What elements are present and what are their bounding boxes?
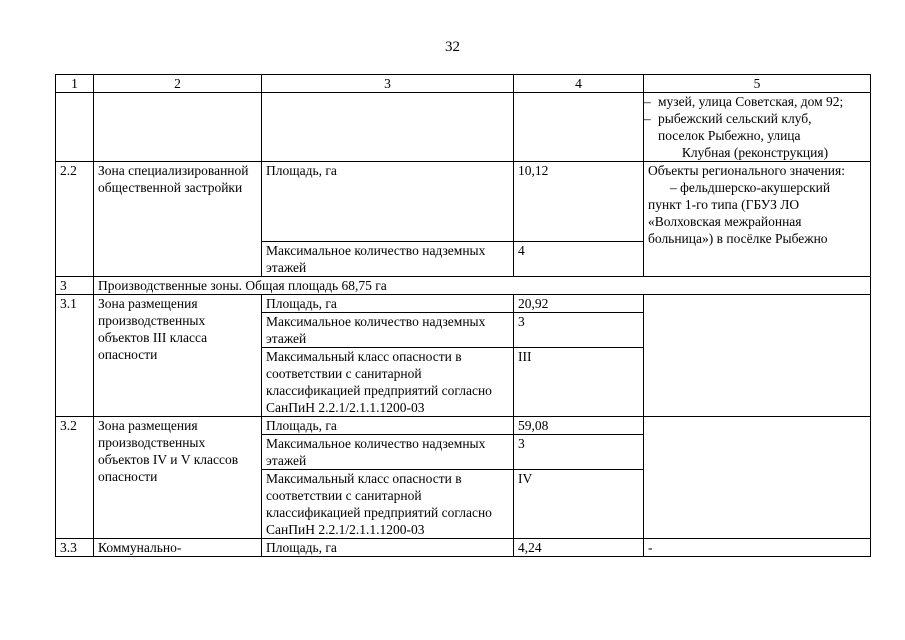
param-name: Площадь, га xyxy=(262,162,514,242)
objects-cell xyxy=(644,93,871,162)
list-item-text: музей, улица Советская, дом 92; xyxy=(658,94,844,109)
table-header-row xyxy=(56,75,871,93)
row-number: 3.1 xyxy=(56,295,94,417)
zone-name: Зона специализированной общественной застройки xyxy=(94,162,262,277)
zone-name: Зона размещения производственных объектов III класса опасности xyxy=(94,295,262,417)
table-row xyxy=(56,417,871,435)
objects-title: Объекты регионального значения: xyxy=(648,163,845,178)
param-value: III xyxy=(514,348,644,417)
param-value: 59,08 xyxy=(514,417,644,435)
list-item xyxy=(644,93,866,110)
param-name: Максимальный класс опасности в соответствии с санитарной классификацией предприятий согласно СанПиН 2.2.1/2.1.1.1200-03 xyxy=(262,348,514,417)
param-value: 4 xyxy=(514,242,644,277)
param-value: 3 xyxy=(514,313,644,348)
row-number: 3.2 xyxy=(56,417,94,539)
header-cell: 5 xyxy=(644,75,871,93)
param-value: 3 xyxy=(514,435,644,470)
dash: – xyxy=(644,111,651,126)
param-name: Максимальное количество надземных этажей xyxy=(262,313,514,348)
table-row xyxy=(56,539,871,557)
objects-cell xyxy=(644,417,871,539)
param-name: Максимальное количество надземных этажей xyxy=(262,242,514,277)
list-item-continuation: Клубная (реконструкция) xyxy=(681,145,829,160)
list-item xyxy=(644,110,866,127)
header-cell: 1 xyxy=(56,75,94,93)
param-name: Площадь, га xyxy=(262,295,514,313)
list-item-text: рыбежский сельский клуб, xyxy=(658,111,812,126)
page-number: 32 xyxy=(445,39,460,55)
row-number: 3 xyxy=(56,277,94,295)
objects-cell xyxy=(644,295,871,417)
header-cell: 3 xyxy=(262,75,514,93)
param-value: 20,92 xyxy=(514,295,644,313)
table-row xyxy=(56,295,871,313)
section-title: Производственные зоны. Общая площадь 68,75 га xyxy=(94,277,871,295)
zone-name: Зона размещения производственных объектов IV и V классов опасности xyxy=(94,417,262,539)
header-cell: 4 xyxy=(514,75,644,93)
section-row xyxy=(56,277,871,295)
param-name: Площадь, га xyxy=(262,539,514,557)
param-value: 10,12 xyxy=(514,162,644,242)
table-row xyxy=(56,93,871,162)
param-value: IV xyxy=(514,470,644,539)
zones-table xyxy=(55,74,871,557)
param-name: Максимальное количество надземных этажей xyxy=(262,435,514,470)
object-item-continuation: пункт 1-го типа (ГБУЗ ЛО «Волховская межрайонная больница») в посёлке Рыбежно xyxy=(648,197,828,246)
table-row xyxy=(56,162,871,242)
dash: – xyxy=(644,94,651,109)
object-item: – фельдшерско-акушерский xyxy=(670,180,831,195)
header-cell: 2 xyxy=(94,75,262,93)
objects-cell xyxy=(644,162,871,277)
zone-name: Коммунально- xyxy=(94,539,262,557)
param-name: Максимальный класс опасности в соответствии с санитарной классификацией предприятий согласно СанПиН 2.2.1/2.1.1.1200-03 xyxy=(262,470,514,539)
param-value: 4,24 xyxy=(514,539,644,557)
objects-cell: - xyxy=(644,539,871,557)
list-item-continuation: поселок Рыбежно, улица xyxy=(658,128,801,143)
param-name: Площадь, га xyxy=(262,417,514,435)
row-number: 2.2 xyxy=(56,162,94,277)
row-number: 3.3 xyxy=(56,539,94,557)
